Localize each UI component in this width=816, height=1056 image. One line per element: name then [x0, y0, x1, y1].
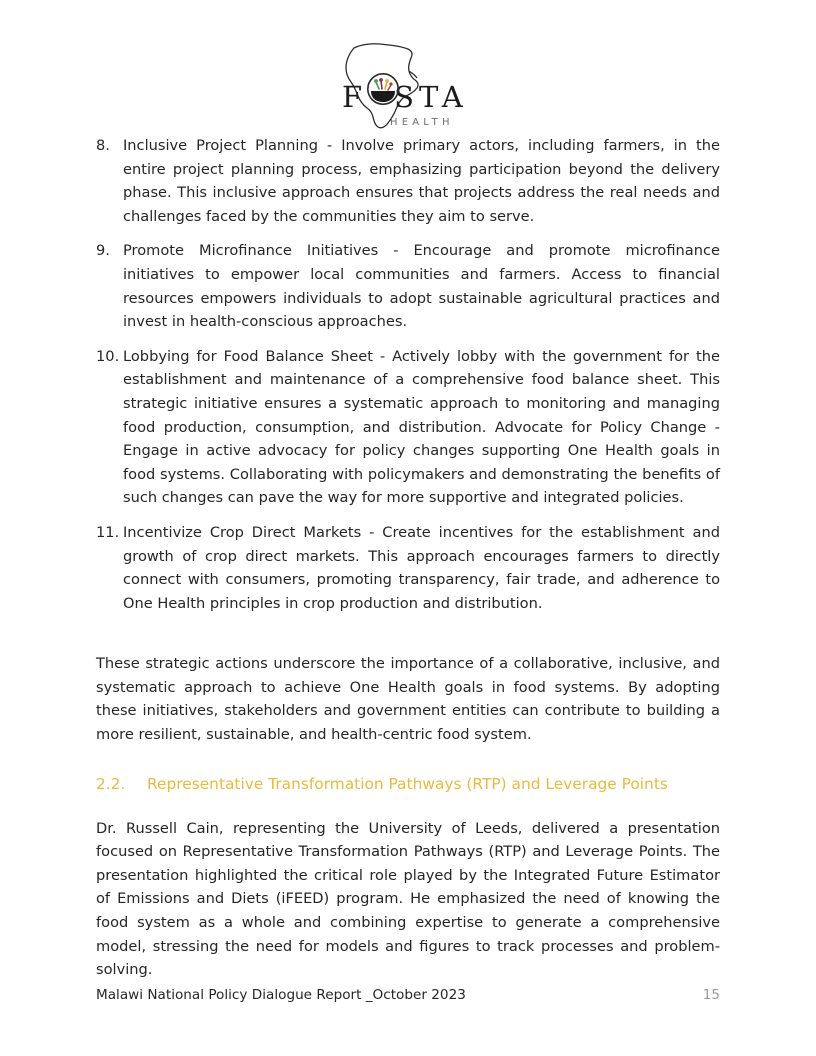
logo-subtitle: HEALTH	[390, 117, 454, 128]
list-item-text: Promote Microfinance Initiatives - Encourage and promote microfinance initiatives to empower local communities and farmers. Access to financial resources empowers individuals to adopt sustainable agricultural practices and invest in health-conscious approaches.	[123, 242, 720, 331]
list-item-number: 8.	[96, 137, 110, 154]
logo-letters-sta: STA	[394, 80, 468, 114]
logo-letter-f: F	[342, 80, 368, 114]
list-item-number: 10.	[96, 347, 120, 365]
list-item	[96, 134, 720, 228]
logo-inner	[328, 40, 488, 132]
logo-wordmark	[342, 80, 488, 114]
list-item-number: 11.	[96, 523, 120, 541]
list-item	[96, 521, 720, 615]
list-item-text: Incentivize Crop Direct Markets - Create incentives for the establishment and growth of crop direct markets. This approach encourages farmers to directly connect with consumers, promoting transparency, fair trade, and adherence to One Health principles in crop production and distribution.	[123, 523, 720, 612]
section-heading-number: 2.2.	[96, 774, 126, 793]
footer-page-number: 15	[702, 987, 720, 1003]
section-heading	[96, 773, 720, 795]
food-bowl-icon	[366, 73, 400, 105]
fosta-health-logo	[0, 40, 816, 132]
list-item-text: Lobbying for Food Balance Sheet - Actively lobby with the government for the establishment and maintenance of a comprehensive food balance sheet. This strategic initiative ensures a systematic approach to monitoring and managing food production, consumption, and distribution. Advocate for Policy Change - Engage in active advocacy for policy changes supporting One Health goals in food systems. Collaborating with policymakers and demonstrating the benefits of such changes can pave the way for more supportive and integrated policies.	[123, 347, 720, 507]
document-content	[96, 134, 720, 982]
list-item	[96, 239, 720, 333]
rtp-paragraph: Dr. Russell Cain, representing the University of Leeds, delivered a presentation focused on Representative Transformation Pathways (RTP) and Leverage Points. The presentation highlighted the critical role played by the Integrated Future Estimator of Emissions and Diets (iFEED) program. He emphasized the need of knowing the food system as a whole and combining expertise to generate a comprehensive model, stressing the need for models and figures to track processes and problem-solving.	[96, 819, 720, 979]
list-item-text: Inclusive Project Planning - Involve primary actors, including farmers, in the entire project planning process, emphasizing participation beyond the delivery phase. This inclusive approach ensures that projects address the real needs and challenges faced by the communities they aim to serve.	[123, 137, 720, 225]
footer-document-title: Malawi National Policy Dialogue Report _October 2023	[96, 987, 466, 1003]
summary-paragraph: These strategic actions underscore the importance of a collaborative, inclusive, and systematic approach to achieve One Health goals in food systems. By adopting these initiatives, stakeholders and government entities can contribute to building a more resilient, sustainable, and health-centric food system.	[96, 655, 720, 744]
list-item-number: 9.	[96, 242, 110, 260]
section-heading-title: Representative Transformation Pathways (RTP) and Leverage Points	[147, 774, 668, 793]
page-footer	[96, 985, 720, 1005]
list-item	[96, 345, 720, 510]
